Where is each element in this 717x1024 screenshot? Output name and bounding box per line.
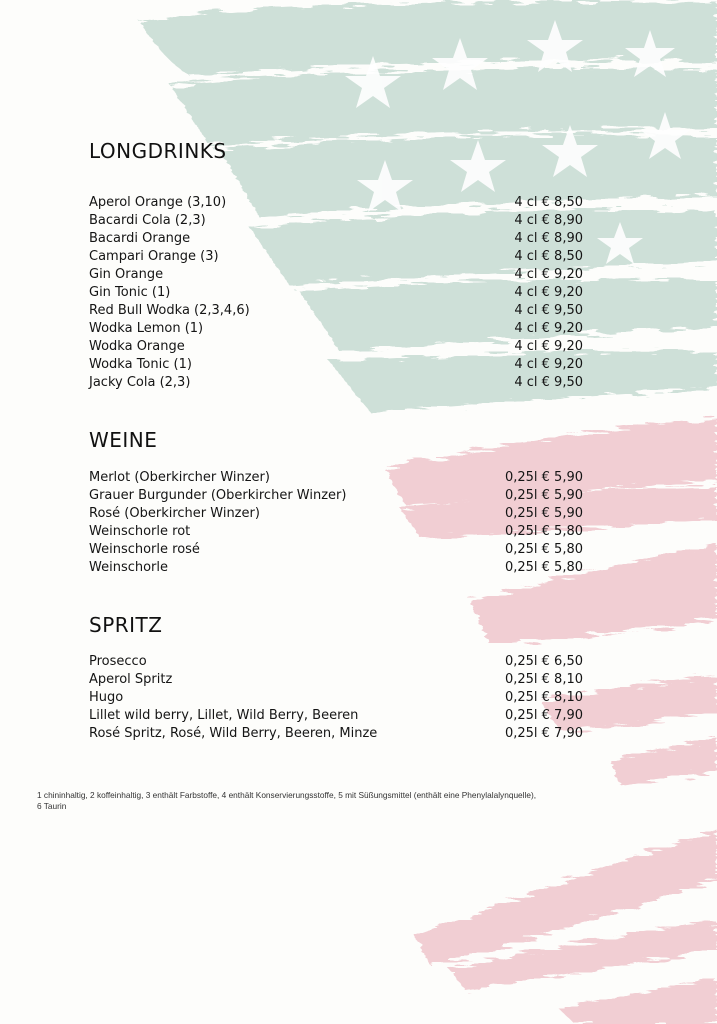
item-price: 0,25l € 7,90 bbox=[504, 726, 583, 741]
item-price: 0,25l € 5,80 bbox=[504, 524, 583, 539]
menu-item bbox=[89, 374, 589, 392]
menu-item bbox=[89, 559, 589, 577]
item-price: 4 cl € 9,20 bbox=[514, 285, 583, 300]
menu-item bbox=[89, 302, 589, 320]
item-name: Weinschorle bbox=[89, 560, 169, 575]
menu-item bbox=[89, 487, 589, 505]
allergen-footnote bbox=[37, 790, 657, 812]
item-price: 4 cl € 9,20 bbox=[514, 321, 583, 336]
menu-item bbox=[89, 671, 589, 689]
item-name: Bacardi Orange bbox=[89, 231, 191, 246]
item-name: Merlot (Oberkircher Winzer) bbox=[89, 470, 270, 485]
menu-item bbox=[89, 707, 589, 725]
section-title-weine: WEINE bbox=[89, 428, 158, 452]
item-price: 4 cl € 9,20 bbox=[514, 339, 583, 354]
weine-list bbox=[89, 469, 589, 577]
longdrinks-list bbox=[89, 194, 589, 392]
item-name: Prosecco bbox=[89, 654, 147, 669]
item-name: Gin Tonic (1) bbox=[89, 285, 171, 300]
item-price: 0,25l € 7,90 bbox=[504, 708, 583, 723]
menu-item bbox=[89, 541, 589, 559]
item-price: 0,25l € 6,50 bbox=[504, 654, 583, 669]
menu-item bbox=[89, 338, 589, 356]
item-price: 4 cl € 9,20 bbox=[514, 267, 583, 282]
item-price: 4 cl € 8,90 bbox=[514, 231, 583, 246]
item-price: 4 cl € 9,20 bbox=[514, 357, 583, 372]
footnote-line: 1 chininhaltig, 2 koffeinhaltig, 3 enthält Farbstoffe, 4 enthält Konservierungsstoffe, 5 mit Süßungsmittel (enthält eine Phenylalalynquelle), bbox=[37, 790, 537, 800]
section-title-longdrinks: LONGDRINKS bbox=[89, 139, 227, 163]
item-price: 0,25l € 5,90 bbox=[504, 470, 583, 485]
item-name: Grauer Burgunder (Oberkircher Winzer) bbox=[89, 488, 347, 503]
item-name: Weinschorle rot bbox=[89, 524, 191, 539]
item-price: 4 cl € 8,50 bbox=[514, 249, 583, 264]
item-price: 4 cl € 8,90 bbox=[514, 213, 583, 228]
menu-item bbox=[89, 194, 589, 212]
item-price: 0,25l € 8,10 bbox=[504, 690, 583, 705]
item-price: 0,25l € 5,80 bbox=[504, 542, 583, 557]
menu-item bbox=[89, 653, 589, 671]
item-price: 0,25l € 5,90 bbox=[504, 506, 583, 521]
item-name: Wodka Tonic (1) bbox=[89, 357, 192, 372]
item-name: Aperol Spritz bbox=[89, 672, 173, 687]
item-price: 0,25l € 5,80 bbox=[504, 560, 583, 575]
section-title-spritz: SPRITZ bbox=[89, 613, 163, 637]
spritz-list bbox=[89, 653, 589, 743]
item-price: 0,25l € 8,10 bbox=[504, 672, 583, 687]
menu-item bbox=[89, 725, 589, 743]
item-name: Rosé (Oberkircher Winzer) bbox=[89, 506, 260, 521]
menu-item bbox=[89, 505, 589, 523]
item-name: Bacardi Cola (2,3) bbox=[89, 213, 206, 228]
item-price: 4 cl € 9,50 bbox=[514, 375, 583, 390]
menu-item bbox=[89, 230, 589, 248]
item-name: Weinschorle rosé bbox=[89, 542, 200, 557]
footnote-line: 6 Taurin bbox=[37, 801, 67, 811]
item-price: 4 cl € 8,50 bbox=[514, 195, 583, 210]
menu-item bbox=[89, 266, 589, 284]
menu-item bbox=[89, 284, 589, 302]
item-name: Aperol Orange (3,10) bbox=[89, 195, 227, 210]
item-name: Campari Orange (3) bbox=[89, 249, 219, 264]
item-price: 0,25l € 5,90 bbox=[504, 488, 583, 503]
item-name: Wodka Orange bbox=[89, 339, 185, 354]
menu-item bbox=[89, 689, 589, 707]
menu-item bbox=[89, 248, 589, 266]
menu-item bbox=[89, 212, 589, 230]
item-price: 4 cl € 9,50 bbox=[514, 303, 583, 318]
menu-item bbox=[89, 523, 589, 541]
menu-item bbox=[89, 356, 589, 374]
menu-item bbox=[89, 320, 589, 338]
item-name: Rosé Spritz, Rosé, Wild Berry, Beeren, Minze bbox=[89, 726, 378, 741]
item-name: Lillet wild berry, Lillet, Wild Berry, Beeren bbox=[89, 708, 359, 723]
item-name: Red Bull Wodka (2,3,4,6) bbox=[89, 303, 250, 318]
item-name: Wodka Lemon (1) bbox=[89, 321, 204, 336]
item-name: Gin Orange bbox=[89, 267, 164, 282]
item-name: Jacky Cola (2,3) bbox=[89, 375, 191, 390]
menu-item bbox=[89, 469, 589, 487]
item-name: Hugo bbox=[89, 690, 124, 705]
